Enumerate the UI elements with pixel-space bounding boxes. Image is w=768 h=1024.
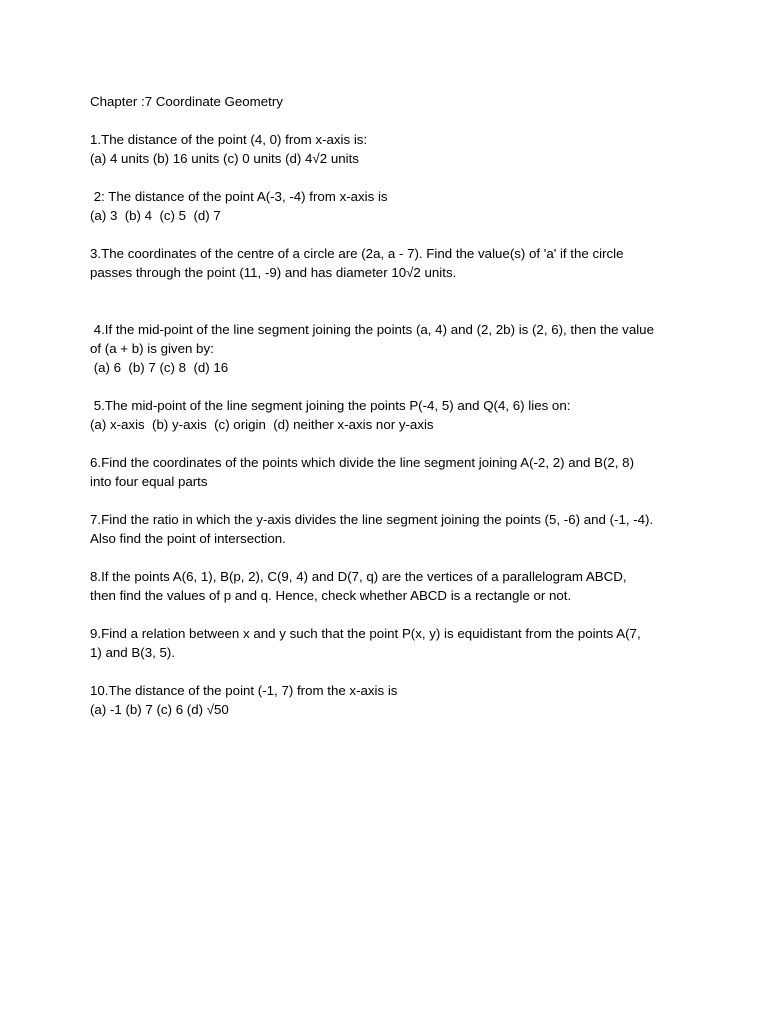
question-4-text-line-1: 4.If the mid-point of the line segment joining the points (a, 4) and (2, 2b) is (2, 6), then the value [90,322,654,337]
question-8 [90,567,700,605]
question-10-text: 10.The distance of the point (-1, 7) from the x-axis is [90,683,398,698]
question-7 [90,510,700,548]
question-6-text-line-2: into four equal parts [90,474,208,489]
question-5-text: 5.The mid-point of the line segment joining the points P(-4, 5) and Q(4, 6) lies on: [90,398,571,413]
question-2-text: 2: The distance of the point A(-3, -4) from x-axis is [90,189,388,204]
question-3-text-line-1: 3.The coordinates of the centre of a circle are (2a, a - 7). Find the value(s) of 'a' if the circle [90,246,624,261]
question-7-text-line-2: Also find the point of intersection. [90,531,286,546]
document-page [90,92,700,738]
question-6-text-line-1: 6.Find the coordinates of the points which divide the line segment joining A(-2, 2) and B(2, 8) [90,455,635,470]
question-10-options: (a) -1 (b) 7 (c) 6 (d) √50 [90,702,229,717]
question-3 [90,244,700,282]
question-9-text-line-1: 9.Find a relation between x and y such that the point P(x, y) is equidistant from the points A(7, [90,626,641,641]
question-1 [90,130,700,168]
question-3-text-line-2: passes through the point (11, -9) and has diameter 10√2 units. [90,265,457,280]
question-2 [90,187,700,225]
question-2-options: (a) 3 (b) 4 (c) 5 (d) 7 [90,208,221,223]
question-9-text-line-2: 1) and B(3, 5). [90,645,175,660]
question-9 [90,624,700,662]
question-4-options: (a) 6 (b) 7 (c) 8 (d) 16 [90,360,229,375]
question-10 [90,681,700,719]
question-6 [90,453,700,491]
question-4 [90,320,700,377]
question-5 [90,396,700,434]
question-5-options: (a) x-axis (b) y-axis (c) origin (d) neither x-axis nor y-axis [90,417,434,432]
question-8-text-line-2: then find the values of p and q. Hence, check whether ABCD is a rectangle or not. [90,588,572,603]
question-1-text: 1.The distance of the point (4, 0) from x-axis is: [90,132,368,147]
question-7-text-line-1: 7.Find the ratio in which the y-axis divides the line segment joining the points (5, -6) and (-1, -4). [90,512,654,527]
question-4-text-line-2: of (a + b) is given by: [90,341,214,356]
question-1-options: (a) 4 units (b) 16 units (c) 0 units (d) 4√2 units [90,151,359,166]
chapter-title: Chapter :7 Coordinate Geometry [90,94,283,109]
question-8-text-line-1: 8.If the points A(6, 1), B(p, 2), C(9, 4) and D(7, q) are the vertices of a parallelogram ABCD, [90,569,627,584]
